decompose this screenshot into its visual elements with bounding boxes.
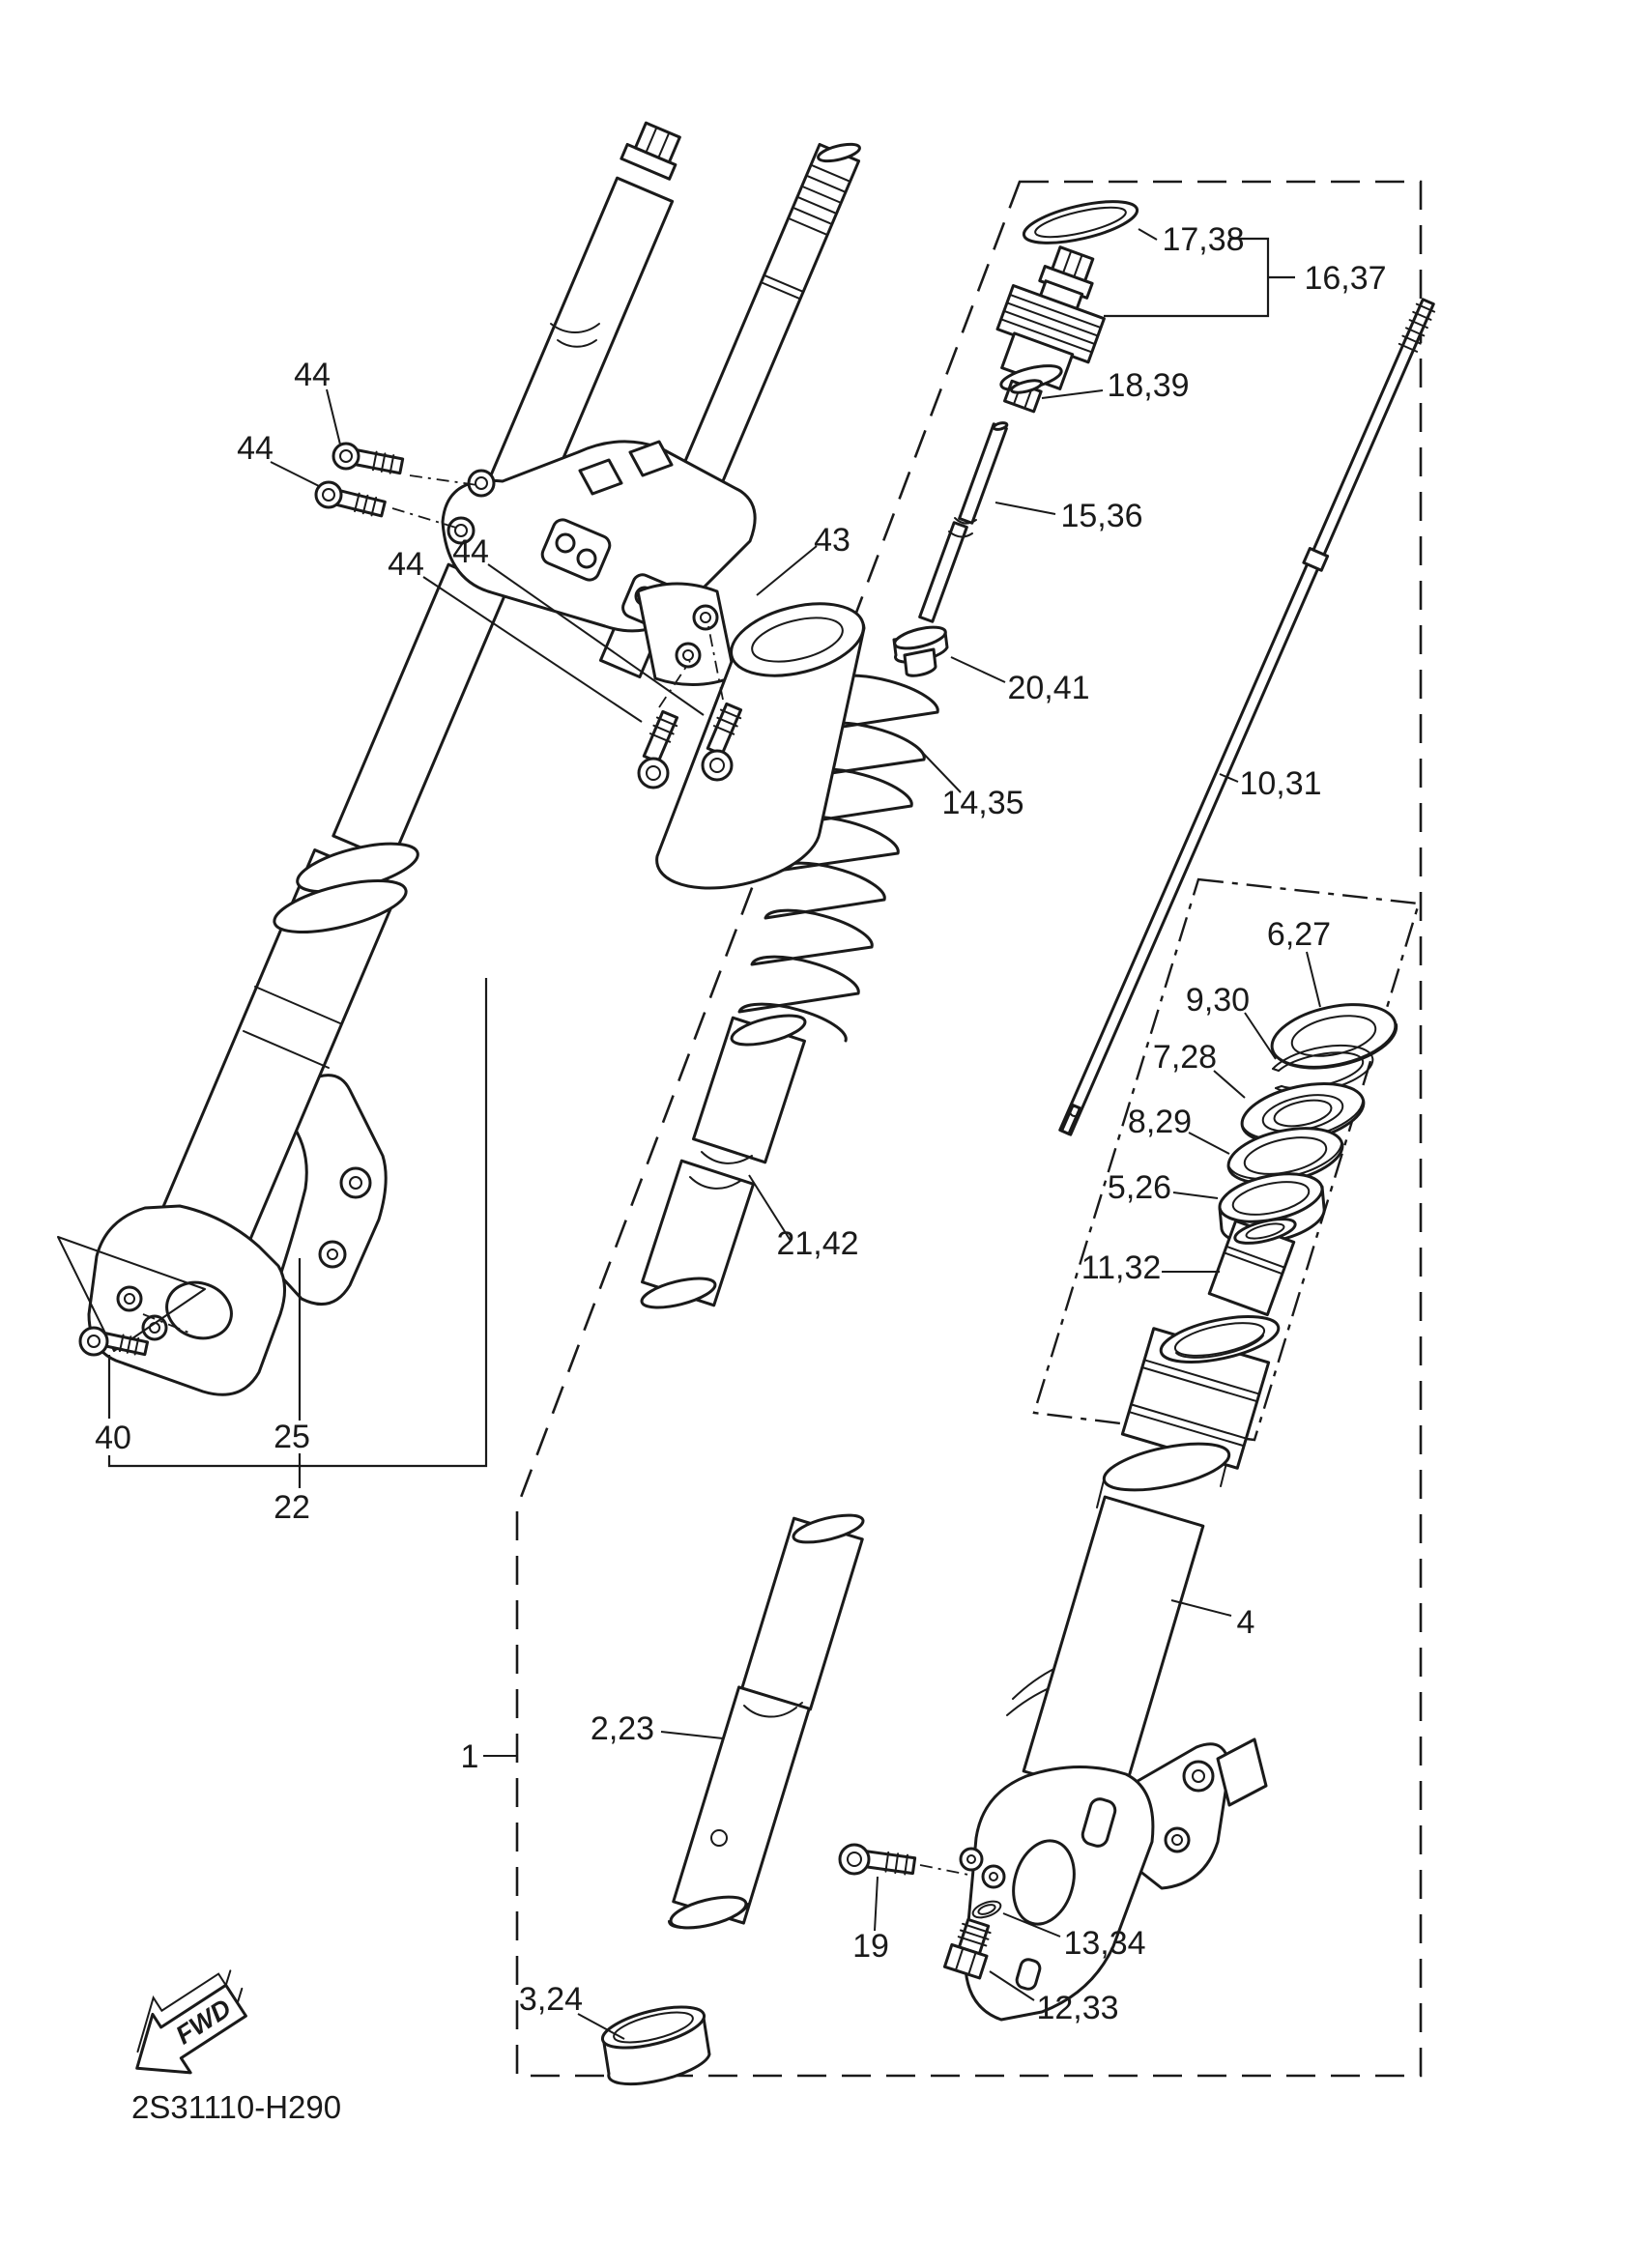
callout-10-31: 10,31 <box>1239 765 1322 802</box>
callout-14-35: 14,35 <box>941 785 1024 821</box>
left-inner-tube-lower <box>333 564 507 861</box>
left-fork-cap-bolt <box>621 120 686 180</box>
callout-43: 43 <box>814 522 850 559</box>
pinch-screw-44-lower-a <box>639 710 679 788</box>
spacer-tube-upper <box>694 1010 808 1163</box>
axle-pinch-bolt <box>840 1845 968 1876</box>
callout-15-36: 15,36 <box>1060 498 1143 534</box>
callout-1: 1 <box>460 1738 479 1775</box>
callout-9-30: 9,30 <box>1185 982 1251 1019</box>
right-outer-tube <box>961 1308 1283 2020</box>
callout-5-26: 5,26 <box>1107 1169 1172 1206</box>
callout-2-23: 2,23 <box>590 1710 655 1747</box>
push-rod <box>920 421 1008 621</box>
callout-25: 25 <box>274 1419 310 1455</box>
callout-21-42: 21,42 <box>776 1225 859 1262</box>
callout-7-28: 7,28 <box>1152 1039 1218 1076</box>
callout-20-41: 20,41 <box>1007 670 1090 706</box>
tube-cap <box>598 1998 709 2083</box>
under-bracket <box>638 584 871 888</box>
callout-4: 4 <box>1236 1604 1255 1641</box>
callout-17-38: 17,38 <box>1162 221 1245 258</box>
callout-22: 22 <box>274 1489 310 1526</box>
spacer-tube-lower <box>639 1161 753 1313</box>
callout-3-24: 3,24 <box>518 1981 584 2018</box>
callout-11-32: 11,32 <box>1081 1249 1162 1286</box>
fwd-arrow-icon <box>109 1955 265 2096</box>
callout-13-34: 13,34 <box>1063 1925 1146 1962</box>
drawing-number: 2S31110-H290 <box>131 2089 342 2125</box>
callout-12-33: 12,33 <box>1036 1990 1119 2026</box>
callout-44-3: 44 <box>388 546 424 583</box>
fwd-arrow-label: FWD <box>170 1993 237 2051</box>
left-fork-assembly <box>58 120 871 1395</box>
inner-tube <box>668 1509 866 1934</box>
callout-8-29: 8,29 <box>1127 1104 1193 1140</box>
callout-19: 19 <box>852 1928 889 1965</box>
callout-44-2: 44 <box>237 430 274 467</box>
callout-40: 40 <box>95 1420 131 1456</box>
spring-seat <box>893 623 948 675</box>
callout-44-4: 44 <box>452 533 489 570</box>
callout-6-27: 6,27 <box>1266 916 1332 953</box>
fork-cap-assembly <box>986 237 1122 395</box>
cap-o-ring <box>1021 193 1141 251</box>
pinch-screw-44-upper-a <box>333 444 403 475</box>
rod-lock-nut <box>1005 378 1043 412</box>
callout-44-1: 44 <box>294 357 331 393</box>
callout-18-39: 18,39 <box>1107 367 1190 404</box>
pinch-screw-44-upper-b <box>316 482 386 518</box>
callout-16-37: 16,37 <box>1304 260 1387 297</box>
